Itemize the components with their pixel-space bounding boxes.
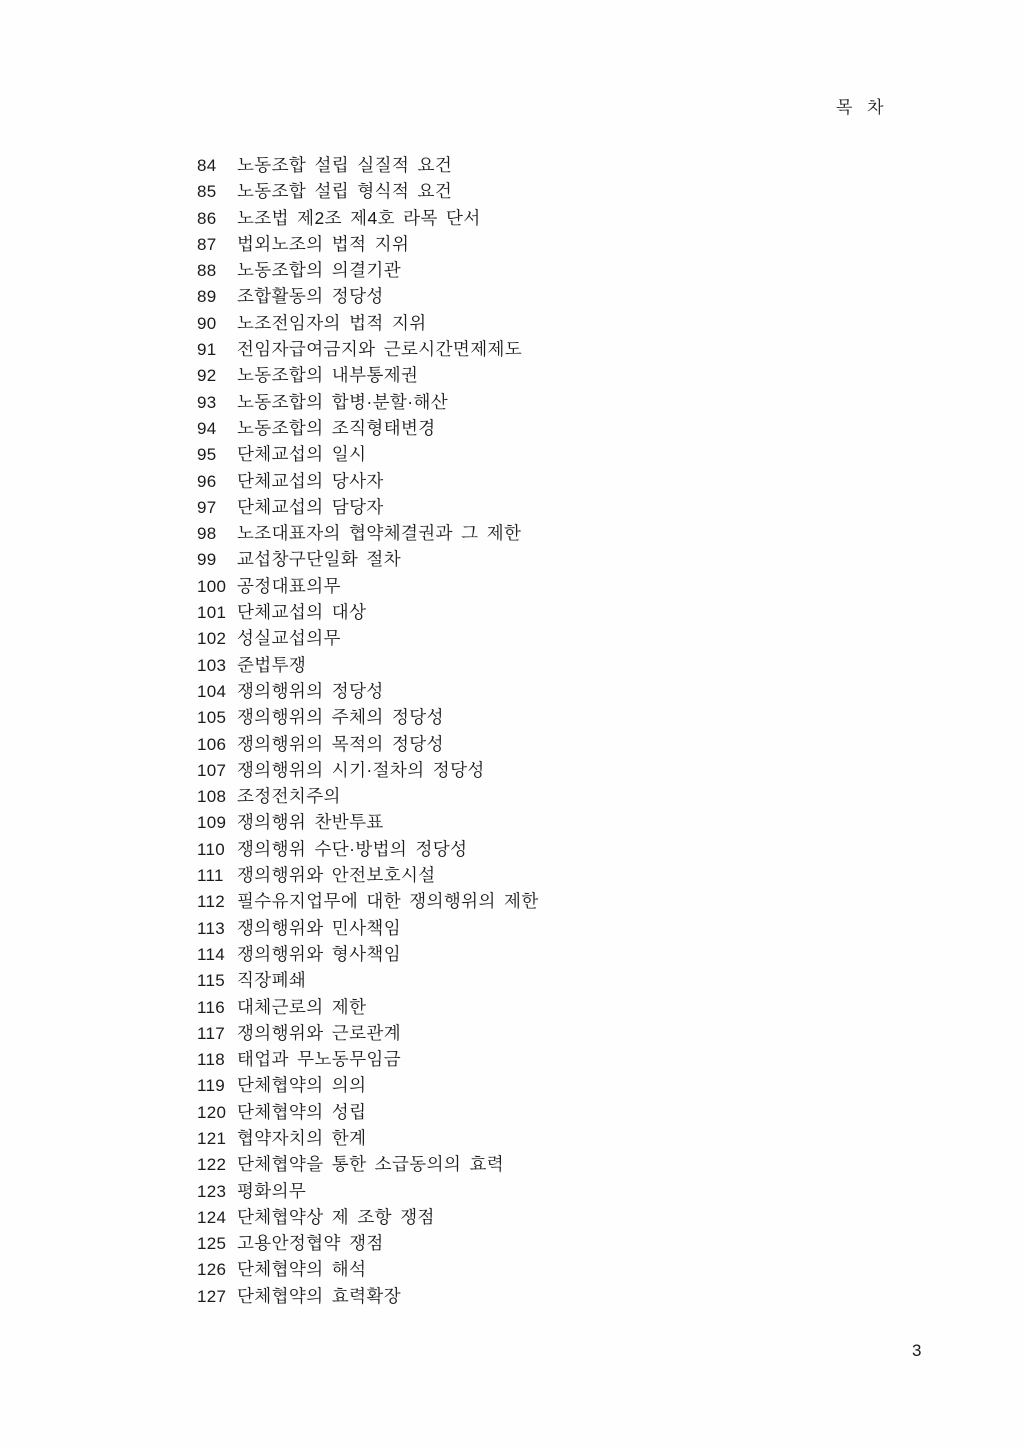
- toc-item-number: 88: [197, 261, 217, 281]
- toc-item: [197, 967, 897, 993]
- toc-item: [197, 178, 897, 204]
- toc-item-number: 87: [197, 234, 217, 254]
- toc-item-title: 노동조합 설립 형식적 요건: [237, 181, 453, 202]
- toc-item-number: 127: [197, 1286, 227, 1306]
- toc-item-number: 114: [197, 944, 226, 964]
- toc-item-title: 쟁의행위의 주체의 정당성: [237, 707, 444, 728]
- toc-item: [197, 888, 897, 914]
- toc-item: [197, 1151, 897, 1177]
- toc-item-title: 쟁의행위와 민사책임: [237, 917, 402, 938]
- toc-item-title: 노동조합의 의결기관: [237, 260, 402, 281]
- toc-item-title: 쟁의행위 수단·방법의 정당성: [237, 838, 468, 859]
- toc-item: [197, 494, 897, 520]
- toc-item-number: 117: [197, 1023, 226, 1043]
- toc-item-title: 전임자급여금지와 근로시간면제제도: [237, 339, 523, 360]
- toc-item-title: 협약자치의 한계: [237, 1127, 367, 1148]
- toc-item-number: 120: [197, 1102, 227, 1122]
- toc-item-title: 단체교섭의 일시: [237, 444, 367, 465]
- toc-item: [197, 783, 897, 809]
- toc-item-number: 86: [197, 208, 217, 228]
- toc-item-title: 성실교섭의무: [237, 628, 341, 649]
- toc-item-title: 평화의무: [237, 1180, 307, 1201]
- toc-item-title: 공정대표의무: [237, 575, 341, 596]
- toc-item-number: 115: [197, 971, 226, 991]
- toc-item: [197, 257, 897, 283]
- toc-item-number: 122: [197, 1155, 227, 1175]
- toc-item-title: 단체협약을 통한 소급동의의 효력: [237, 1154, 505, 1175]
- toc-item-title: 준법투쟁: [237, 654, 307, 675]
- toc-item: [197, 1125, 897, 1151]
- toc-item: [197, 652, 897, 678]
- toc-item-number: 106: [197, 734, 227, 754]
- toc-item-title: 직장폐쇄: [237, 970, 307, 991]
- toc-item: [197, 915, 897, 941]
- toc-item: [197, 994, 897, 1020]
- toc-item-number: 118: [197, 1050, 226, 1070]
- toc-item: [197, 757, 897, 783]
- toc-item: [197, 1072, 897, 1098]
- toc-item-title: 노동조합 설립 실질적 요건: [237, 155, 453, 175]
- toc-item-number: 125: [197, 1234, 227, 1254]
- toc-item: [197, 546, 897, 572]
- toc-item: [197, 731, 897, 757]
- toc-item-number: 94: [197, 418, 217, 438]
- toc-item: [197, 809, 897, 835]
- toc-item-title: 쟁의행위와 근로관계: [237, 1022, 402, 1043]
- toc-item-title: 단체교섭의 담당자: [237, 496, 384, 517]
- toc-item: [197, 1020, 897, 1046]
- toc-item-title: 단체교섭의 당사자: [237, 470, 384, 491]
- toc-item-number: 95: [197, 445, 217, 465]
- toc-item-title: 쟁의행위와 안전보호시설: [237, 865, 436, 886]
- toc-item-title: 단체협약의 의의: [237, 1075, 367, 1096]
- toc-item-number: 109: [197, 813, 227, 833]
- toc-item: [197, 836, 897, 862]
- toc-item-title: 쟁의행위의 정당성: [237, 680, 384, 701]
- toc-header-title: 목 차: [836, 98, 886, 117]
- toc-item: [197, 625, 897, 651]
- toc-item: [197, 599, 897, 625]
- toc-item-number: 85: [197, 182, 217, 202]
- toc-item-number: 124: [197, 1207, 227, 1227]
- toc-item-title: 교섭창구단일화 절차: [237, 549, 402, 570]
- toc-item-number: 112: [197, 892, 226, 912]
- toc-item-number: 91: [197, 340, 217, 360]
- toc-item-title: 노조전임자의 법적 지위: [237, 312, 427, 333]
- toc-item-title: 필수유지업무에 대한 쟁의행위의 제한: [237, 891, 539, 912]
- toc-item: [197, 1283, 897, 1309]
- toc-item: [197, 362, 897, 388]
- toc-item-title: 단체협약상 제 조항 쟁점: [237, 1206, 435, 1227]
- toc-item-title: 노동조합의 합병·분할·해산: [237, 391, 449, 412]
- toc-item-number: 84: [197, 156, 217, 175]
- toc-item: [197, 1256, 897, 1282]
- toc-item: [197, 231, 897, 257]
- toc-item-title: 태업과 무노동무임금: [237, 1049, 402, 1070]
- toc-item-title: 노동조합의 내부통제권: [237, 365, 419, 386]
- toc-item: [197, 336, 897, 362]
- toc-item: [197, 415, 897, 441]
- toc-item-number: 102: [197, 629, 227, 649]
- toc-item-number: 97: [197, 497, 217, 517]
- toc-item: [197, 468, 897, 494]
- toc-item-number: 90: [197, 313, 217, 333]
- toc-item-number: 103: [197, 655, 227, 675]
- toc-item-title: 쟁의행위의 목적의 정당성: [237, 733, 444, 754]
- toc-item-title: 조합활동의 정당성: [237, 286, 384, 307]
- toc-item-number: 111: [197, 866, 224, 886]
- toc-item: [197, 862, 897, 888]
- toc-item-number: 116: [197, 997, 226, 1017]
- page-number: 3: [912, 1341, 922, 1360]
- toc-item-title: 단체협약의 해석: [237, 1259, 367, 1280]
- toc-item-number: 93: [197, 392, 217, 412]
- toc-item-number: 110: [197, 839, 226, 859]
- toc-item-number: 96: [197, 471, 217, 491]
- toc-item-title: 단체협약의 성립: [237, 1101, 367, 1122]
- toc-item-number: 108: [197, 787, 227, 807]
- toc-item-title: 단체교섭의 대상: [237, 602, 367, 623]
- toc-item: [197, 1178, 897, 1204]
- toc-item: [197, 1230, 897, 1256]
- toc-item: [197, 152, 897, 178]
- toc-item-title: 쟁의행위와 형사책임: [237, 943, 402, 964]
- toc-item-number: 126: [197, 1260, 227, 1280]
- toc-item: [197, 941, 897, 967]
- toc-item: [197, 389, 897, 415]
- toc-item: [197, 704, 897, 730]
- toc-list: [197, 152, 897, 1309]
- toc-item-title: 노조법 제2조 제4호 라목 단서: [237, 207, 481, 228]
- toc-item: [197, 283, 897, 309]
- toc-item-number: 89: [197, 287, 217, 307]
- toc-item: [197, 573, 897, 599]
- toc-item: [197, 205, 897, 231]
- toc-item: [197, 1099, 897, 1125]
- toc-item-number: 101: [197, 603, 227, 623]
- toc-item-title: 쟁의행위의 시기·절차의 정당성: [237, 759, 485, 780]
- toc-item-title: 노조대표자의 협약체결권과 그 제한: [237, 523, 522, 544]
- toc-item-number: 98: [197, 524, 217, 544]
- toc-item: [197, 520, 897, 546]
- toc-item-number: 119: [197, 1076, 226, 1096]
- toc-item-number: 105: [197, 708, 227, 728]
- toc-item-title: 고용안정협약 쟁점: [237, 1233, 384, 1254]
- toc-item: [197, 1204, 897, 1230]
- toc-item-number: 104: [197, 681, 227, 701]
- toc-item-title: 단체협약의 효력확장: [237, 1285, 402, 1306]
- toc-item-number: 92: [197, 366, 217, 386]
- toc-item-title: 법외노조의 법적 지위: [237, 233, 410, 254]
- toc-item-title: 쟁의행위 찬반투표: [237, 812, 384, 833]
- toc-item-title: 노동조합의 조직형태변경: [237, 417, 436, 438]
- toc-item-number: 107: [197, 760, 227, 780]
- toc-item-number: 121: [197, 1128, 227, 1148]
- toc-item: [197, 678, 897, 704]
- toc-item-number: 123: [197, 1181, 227, 1201]
- toc-item: [197, 441, 897, 467]
- toc-item: [197, 1046, 897, 1072]
- toc-item-title: 조정전치주의: [237, 786, 341, 807]
- toc-item: [197, 310, 897, 336]
- toc-item-number: 113: [197, 918, 226, 938]
- toc-item-number: 99: [197, 550, 217, 570]
- toc-item-number: 100: [197, 576, 227, 596]
- toc-item-title: 대체근로의 제한: [237, 996, 367, 1017]
